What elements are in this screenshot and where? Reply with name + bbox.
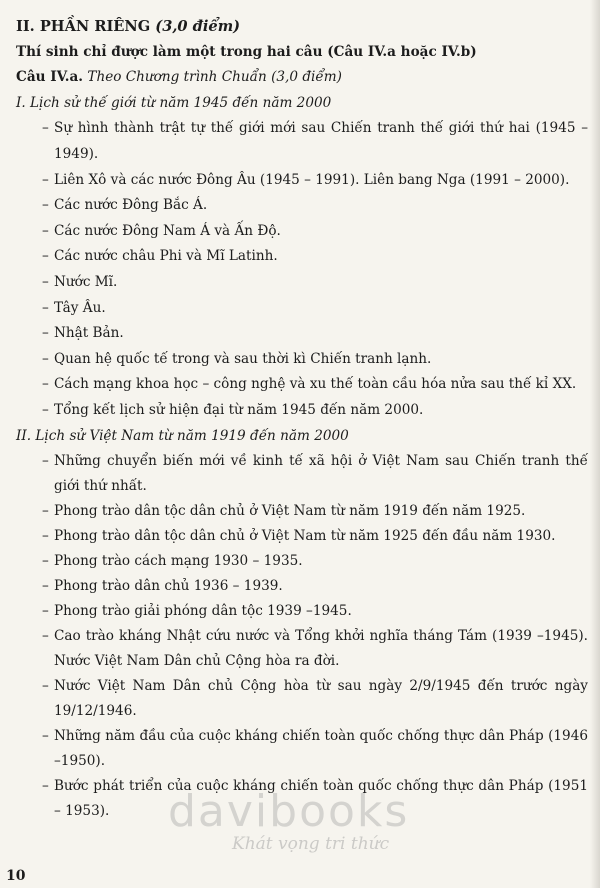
dash-bullet: – [42,350,49,367]
watermark-logo: davibooks [168,786,410,837]
question-points: (3,0 điểm) [271,69,342,86]
list-item [42,624,588,674]
section-title [16,14,588,40]
list-item-text: Tây Âu. [54,299,106,316]
list-item [42,244,588,270]
list-item [42,449,588,499]
question-program: Theo Chương trình Chuẩn [87,69,267,86]
list-item-text: Sự hình thành trật tự thế giới mới sau Chiến tranh thế giới thứ hai (1945 – 1949). [54,120,588,162]
list-item-text: Quan hệ quốc tế trong và sau thời kì Chiến tranh lạnh. [54,350,432,367]
dash-bullet: – [42,678,49,695]
list-item-text: Phong trào dân chủ 1936 – 1939. [54,578,283,595]
dash-bullet: – [42,248,49,265]
dash-bullet: – [42,325,49,342]
part2-list [16,449,588,824]
dash-bullet: – [42,401,49,418]
question-line [16,65,588,91]
list-item [42,116,588,167]
section-points: (3,0 điểm) [155,18,241,35]
section-title-text: II. PHẦN RIÊNG [16,18,151,35]
list-item [42,574,588,599]
list-item-text: Liên Xô và các nước Đông Âu (1945 – 1991). Liên bang Nga (1991 – 2000). [54,171,570,188]
watermark-tagline: Khát vọng tri thức [232,834,390,854]
dash-bullet: – [42,503,49,520]
dash-bullet: – [42,120,49,137]
list-item [42,193,588,219]
instruction: Thí sinh chỉ được làm một trong hai câu (Câu IV.a hoặc IV.b) [16,43,477,60]
dash-bullet: – [42,553,49,570]
list-item-text: Phong trào dân tộc dân chủ ở Việt Nam từ năm 1925 đến đầu năm 1930. [54,528,556,545]
list-item [42,398,588,424]
list-item [42,347,588,373]
part1-list [16,116,588,423]
list-item-text: Những năm đầu của cuộc kháng chiến toàn quốc chống thực dân Pháp (1946 –1950). [54,728,588,770]
dash-bullet: – [42,453,49,470]
list-item [42,774,588,824]
dash-bullet: – [42,628,49,645]
list-item [42,372,588,398]
list-item [42,524,588,549]
list-item-text: Phong trào giải phóng dân tộc 1939 –1945. [54,603,352,620]
list-item [42,168,588,194]
list-item [42,499,588,524]
list-item-text: Nhật Bản. [54,325,124,342]
dash-bullet: – [42,728,49,745]
list-item-text: Nước Mĩ. [54,273,118,290]
dash-bullet: – [42,603,49,620]
list-item-text: Bước phát triển của cuộc kháng chiến toàn quốc chống thực dân Pháp (1951 – 1953). [54,778,588,820]
list-item-text: Các nước Đông Nam Á và Ấn Độ. [54,222,281,239]
list-item-text: Phong trào cách mạng 1930 – 1935. [54,553,303,570]
list-item-text: Cao trào kháng Nhật cứu nước và Tổng khởi nghĩa tháng Tám (1939 –1945). Nước Việt Nam Dân chủ Cộng hòa ra đời. [54,628,588,670]
list-item [42,219,588,245]
dash-bullet: – [42,778,49,795]
list-item [42,724,588,774]
part1-heading: I. Lịch sử thế giới từ năm 1945 đến năm 2000 [16,94,332,111]
page-content [16,14,588,824]
dash-bullet: – [42,299,49,316]
list-item [42,296,588,322]
list-item [42,599,588,624]
list-item-text: Nước Việt Nam Dân chủ Cộng hòa từ sau ngày 2/9/1945 đến trước ngày 19/12/1946. [54,678,588,720]
list-item-text: Tổng kết lịch sử hiện đại từ năm 1945 đến năm 2000. [54,401,424,418]
list-item-text: Các nước châu Phi và Mĩ Latinh. [54,248,278,265]
list-item-text: Phong trào dân tộc dân chủ ở Việt Nam từ năm 1919 đến năm 1925. [54,503,526,520]
dash-bullet: – [42,273,49,290]
page-number: 10 [6,868,26,884]
dash-bullet: – [42,171,49,188]
dash-bullet: – [42,376,49,393]
list-item-text: Các nước Đông Bắc Á. [54,197,208,214]
part2-heading: II. Lịch sử Việt Nam từ năm 1919 đến năm 2000 [16,427,349,444]
dash-bullet: – [42,578,49,595]
dash-bullet: – [42,528,49,545]
list-item [42,270,588,296]
dash-bullet: – [42,222,49,239]
page-edge [590,0,600,888]
list-item [42,321,588,347]
list-item [42,549,588,574]
list-item-text: Những chuyển biến mới về kinh tế xã hội ở Việt Nam sau Chiến tranh thế giới thứ nhất. [54,453,588,495]
list-item-text: Cách mạng khoa học – công nghệ và xu thế toàn cầu hóa nửa sau thế kỉ XX. [54,376,577,393]
dash-bullet: – [42,197,49,214]
question-label: Câu IV.a. [16,69,84,86]
list-item [42,674,588,724]
